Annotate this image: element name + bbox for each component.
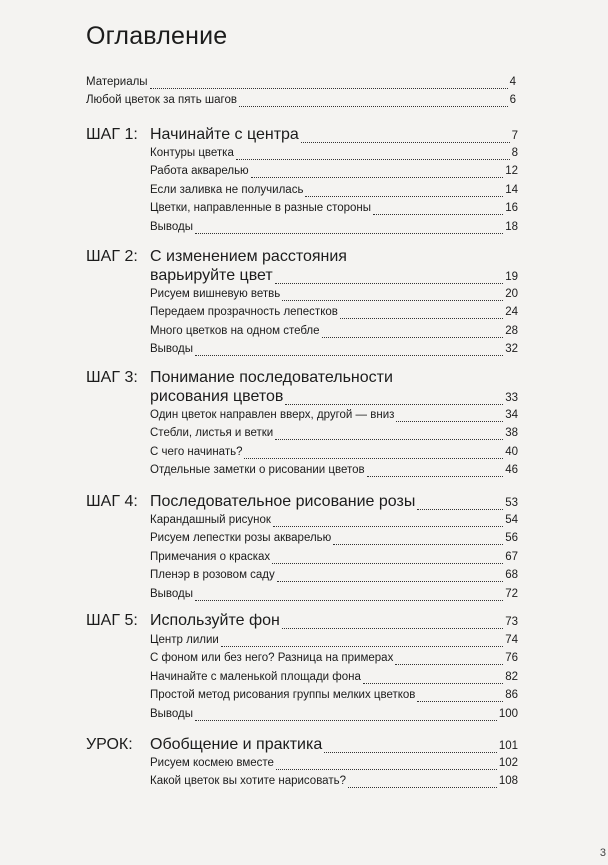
dot-leader xyxy=(322,336,504,338)
entry-title: Рисуем вишневую ветвь xyxy=(150,288,281,300)
dot-leader xyxy=(340,317,503,319)
dot-leader xyxy=(195,599,503,601)
toc-entry[interactable] xyxy=(150,532,518,548)
entry-title: Выводы xyxy=(150,220,194,233)
entry-title: Центр лилии xyxy=(150,634,219,646)
entry-title: Контуры цветка xyxy=(150,147,234,159)
entry-title: варьируйте цвет xyxy=(150,267,273,284)
dot-leader xyxy=(244,457,503,459)
entry-title: Карандашный рисунок xyxy=(150,514,271,526)
dot-leader xyxy=(275,282,503,284)
toc-entry[interactable] xyxy=(150,165,518,181)
entry-title: Один цветок направлен вверх, другой — вниз xyxy=(150,409,395,421)
dot-leader xyxy=(150,87,508,89)
toc-entry[interactable] xyxy=(150,757,518,773)
entry-title: Простой метод рисования группы мелких цветков xyxy=(150,689,416,702)
entry-page: 4 xyxy=(509,76,516,88)
entry-title: Если заливка не получилась xyxy=(150,183,304,196)
toc-entry[interactable] xyxy=(150,221,518,237)
entry-page: 86 xyxy=(505,689,518,702)
entry-page: 54 xyxy=(505,514,518,526)
dot-leader xyxy=(363,682,503,684)
dot-leader xyxy=(333,543,503,545)
entry-title: Цветки, направленные в разные стороны xyxy=(150,202,372,215)
toc-entry[interactable] xyxy=(150,464,518,480)
section-heading[interactable] xyxy=(150,736,518,756)
dot-leader xyxy=(285,403,503,405)
entry-title: С фоном или без него? Разница на примерах xyxy=(150,652,394,665)
entry-page: 46 xyxy=(505,464,518,477)
section-label: ШАГ 5: xyxy=(86,612,138,629)
entry-title: Пленэр в розовом саду xyxy=(150,569,275,582)
entry-title: Стебли, листья и ветки xyxy=(150,427,274,440)
section-heading[interactable] xyxy=(150,493,518,513)
dot-leader xyxy=(275,438,503,440)
dot-leader xyxy=(273,525,503,527)
entry-page: 56 xyxy=(505,532,518,545)
toc-entry[interactable] xyxy=(150,288,518,304)
entry-title: Выводы xyxy=(150,587,194,600)
page-title: Оглавление xyxy=(86,22,228,50)
entry-page: 19 xyxy=(505,271,518,283)
entry-page: 40 xyxy=(505,445,518,458)
section-title-line1: Понимание последовательности xyxy=(150,369,393,386)
intro-entry[interactable] xyxy=(86,76,516,92)
entry-page: 16 xyxy=(505,202,518,215)
section-heading[interactable] xyxy=(150,267,518,287)
dot-leader xyxy=(396,420,503,422)
entry-title: Какой цветок вы хотите нарисовать? xyxy=(150,775,346,788)
entry-page: 72 xyxy=(505,587,518,600)
entry-title: Рисуем лепестки розы акварелью xyxy=(150,532,332,545)
entry-page: 67 xyxy=(505,550,518,563)
entry-page: 100 xyxy=(498,707,518,720)
dot-leader xyxy=(239,105,508,107)
entry-title: Любой цветок за пять шагов xyxy=(86,94,237,106)
entry-title: Обобщение и практика xyxy=(150,736,323,753)
entry-page: 82 xyxy=(505,670,518,683)
toc-entry[interactable] xyxy=(150,775,518,791)
entry-page: 18 xyxy=(505,220,518,233)
entry-page: 8 xyxy=(511,147,518,159)
section-label: ШАГ 4: xyxy=(86,493,138,510)
dot-leader xyxy=(236,158,510,160)
entry-page: 34 xyxy=(505,409,518,421)
entry-page: 68 xyxy=(505,569,518,582)
dot-leader xyxy=(276,768,497,770)
toc-entry[interactable] xyxy=(150,689,518,705)
dot-leader xyxy=(277,580,503,582)
toc-entry[interactable] xyxy=(150,671,518,687)
section-heading[interactable] xyxy=(150,612,518,632)
entry-page: 12 xyxy=(505,165,518,178)
entry-title: Отдельные заметки о рисовании цветов xyxy=(150,464,365,477)
dot-leader xyxy=(251,176,504,178)
section-heading[interactable] xyxy=(150,388,518,408)
entry-page: 7 xyxy=(511,130,518,142)
entry-page: 14 xyxy=(505,183,518,196)
dot-leader xyxy=(272,562,503,564)
toc-entry[interactable] xyxy=(150,427,518,443)
dot-leader xyxy=(221,645,503,647)
section-title-line1: С изменением расстояния xyxy=(150,248,347,265)
toc-entry[interactable] xyxy=(150,184,518,200)
entry-page: 76 xyxy=(505,652,518,665)
toc-entry[interactable] xyxy=(150,202,518,218)
dot-leader xyxy=(195,232,503,234)
entry-page: 28 xyxy=(505,324,518,337)
section-label: УРОК: xyxy=(86,736,133,753)
entry-page: 24 xyxy=(505,306,518,319)
dot-leader xyxy=(395,663,503,665)
toc-entry[interactable] xyxy=(150,652,518,668)
toc-entry[interactable] xyxy=(150,551,518,567)
entry-title: Начинайте с центра xyxy=(150,126,299,143)
entry-page: 102 xyxy=(498,757,518,769)
toc-entry[interactable] xyxy=(150,409,518,425)
toc-entry[interactable] xyxy=(150,147,518,163)
entry-title: Материалы xyxy=(86,76,148,88)
toc-entry[interactable] xyxy=(150,325,518,341)
section-label: ШАГ 3: xyxy=(86,369,138,386)
entry-title: Примечания о красках xyxy=(150,550,271,563)
entry-title: Работа акварелью xyxy=(150,165,249,178)
dot-leader xyxy=(417,508,503,510)
section-heading[interactable] xyxy=(150,126,518,146)
toc-entry[interactable] xyxy=(150,708,518,724)
dot-leader xyxy=(305,195,503,197)
dot-leader xyxy=(301,141,510,143)
toc-entry[interactable] xyxy=(150,446,518,462)
toc-entry[interactable] xyxy=(150,306,518,322)
entry-page: 73 xyxy=(505,616,518,628)
toc-entry[interactable] xyxy=(150,514,518,530)
entry-page: 38 xyxy=(505,427,518,440)
toc-entry[interactable] xyxy=(150,634,518,650)
section-label: ШАГ 1: xyxy=(86,126,138,143)
toc-entry[interactable] xyxy=(150,343,518,359)
entry-title: Передаем прозрачность лепестков xyxy=(150,306,338,319)
page-number: 3 xyxy=(599,847,606,859)
entry-title: Используйте фон xyxy=(150,612,280,629)
entry-title: Выводы xyxy=(150,343,194,356)
dot-leader xyxy=(282,299,503,301)
entry-page: 101 xyxy=(498,740,518,752)
entry-title: Выводы xyxy=(150,707,194,720)
dot-leader xyxy=(348,786,497,788)
entry-page: 74 xyxy=(505,634,518,646)
toc-entry[interactable] xyxy=(150,588,518,604)
entry-title: рисования цветов xyxy=(150,388,284,405)
entry-title: Начинайте с маленькой площади фона xyxy=(150,670,361,683)
entry-title: Рисуем космею вместе xyxy=(150,757,274,769)
intro-entry[interactable] xyxy=(86,94,516,110)
entry-title: Много цветков на одном стебле xyxy=(150,324,320,337)
dot-leader xyxy=(373,213,503,215)
toc-entry[interactable] xyxy=(150,569,518,585)
entry-title: С чего начинать? xyxy=(150,445,243,458)
dot-leader xyxy=(195,354,503,356)
section-label: ШАГ 2: xyxy=(86,248,138,265)
dot-leader xyxy=(195,719,497,721)
dot-leader xyxy=(367,475,504,477)
dot-leader xyxy=(417,700,503,702)
entry-page: 108 xyxy=(498,775,518,788)
entry-page: 33 xyxy=(505,392,518,404)
entry-page: 20 xyxy=(505,288,518,300)
entry-title: Последовательное рисование розы xyxy=(150,493,416,510)
entry-page: 32 xyxy=(505,343,518,356)
entry-page: 53 xyxy=(505,497,518,509)
dot-leader xyxy=(324,751,497,753)
entry-page: 6 xyxy=(509,94,516,106)
dot-leader xyxy=(282,627,503,629)
